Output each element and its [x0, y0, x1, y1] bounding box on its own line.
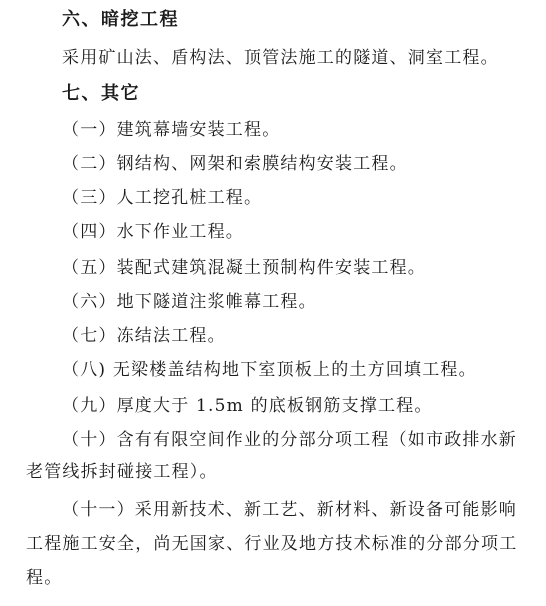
list-item-4: （四）水下作业工程。 — [62, 222, 244, 242]
section-6-heading: 六、暗挖工程 — [62, 9, 179, 30]
list-item-3: （三）人工挖孔桩工程。 — [62, 188, 263, 208]
list-item-11-line-1: （十一）采用新技术、新工艺、新材料、新设备可能影响 — [62, 500, 517, 520]
list-item-5: （五）装配式建筑混凝土预制构件安装工程。 — [62, 258, 426, 278]
list-item-9: （九）厚度大于 1.5m 的底板钢筋支撑工程。 — [62, 396, 433, 416]
list-item-10-line-2: 老管线拆封碰接工程）。 — [26, 462, 218, 482]
list-item-2: （二）钢结构、网架和索膜结构安装工程。 — [62, 154, 408, 174]
list-item-6: （六）地下隧道注浆帷幕工程。 — [62, 292, 317, 312]
section-6-body: 采用矿山法、盾构法、顶管法施工的隧道、洞室工程。 — [62, 48, 499, 68]
list-item-11-line-2: 工程施工安全，尚无国家、行业及地方技术标准的分部分项工 — [26, 534, 518, 554]
list-item-7: （七）冻结法工程。 — [62, 326, 226, 346]
list-item-10-line-1: （十）含有有限空间作业的分部分项工程（如市政排水新 — [62, 430, 517, 450]
list-item-1: （一）建筑幕墙安装工程。 — [62, 120, 281, 140]
section-7-heading: 七、其它 — [62, 83, 140, 104]
list-item-11-line-3: 程。 — [26, 568, 63, 588]
list-item-8: （八) 无梁楼盖结构地下室顶板上的土方回填工程。 — [62, 360, 477, 380]
